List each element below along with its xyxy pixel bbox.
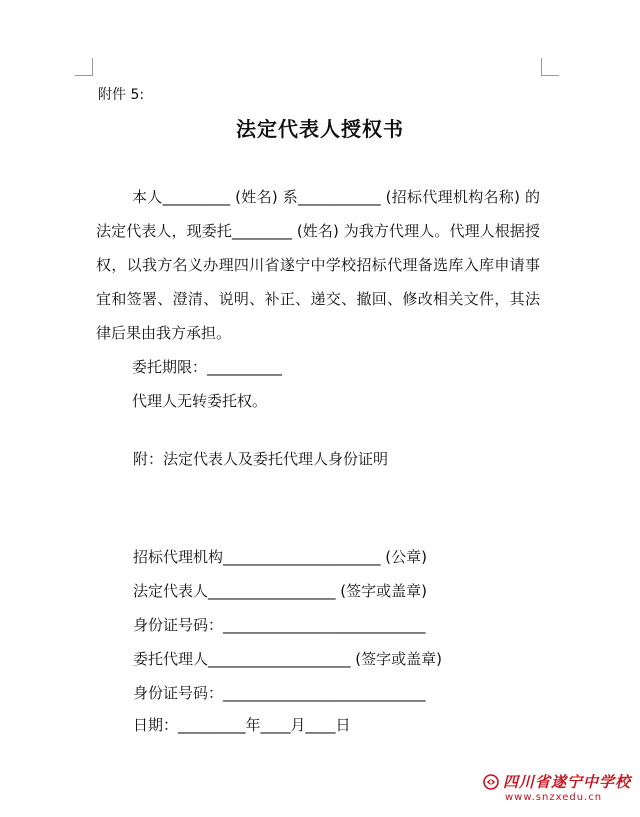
document-body (96, 180, 540, 418)
school-logo-icon (483, 774, 499, 790)
sign-id-line-2: 身份证号码：___________________________ (133, 684, 426, 702)
no-transfer-line: 代理人无转委托权。 (132, 392, 268, 410)
sign-legal-rep-line: 法定代表人_________________ (签字或盖章) (133, 582, 427, 600)
term-line: 委托期限：__________ (132, 358, 283, 376)
corner-mark-right (541, 58, 542, 76)
school-name: 四川省遂宁中学校 (503, 773, 632, 791)
sign-agency-line: 招标代理机构_____________________ (公章) (133, 548, 427, 566)
sign-agent-line: 委托代理人___________________ (签字或盖章) (133, 650, 442, 668)
school-watermark (483, 771, 633, 805)
corner-mark-left (92, 58, 93, 76)
document-title: 法定代表人授权书 (236, 117, 404, 141)
authorization-paragraph: 本人_________ (姓名) 系___________ (招标代理机构名称) 的法定代表人，现委托________ (姓名) 为我方代理人。代理人根据授权，以我方名义办理四川省遂宁中学校招标代理备选库入库申请事宜和签署、澄清、说明、补正、递交、撤回、修改相关文件，其法律后果由我方承担。 (96, 188, 540, 342)
corner-mark-right-h (541, 75, 559, 76)
corner-mark-left-h (75, 75, 93, 76)
date-line: 日期：_________年____月____日 (133, 716, 351, 734)
appendix-line: 附：法定代表人及委托代理人身份证明 (133, 450, 389, 468)
sign-id-line-1: 身份证号码：___________________________ (133, 616, 426, 634)
attachment-label: 附件 5: (98, 87, 145, 103)
school-url: www.snzxedu.cn (505, 792, 603, 803)
